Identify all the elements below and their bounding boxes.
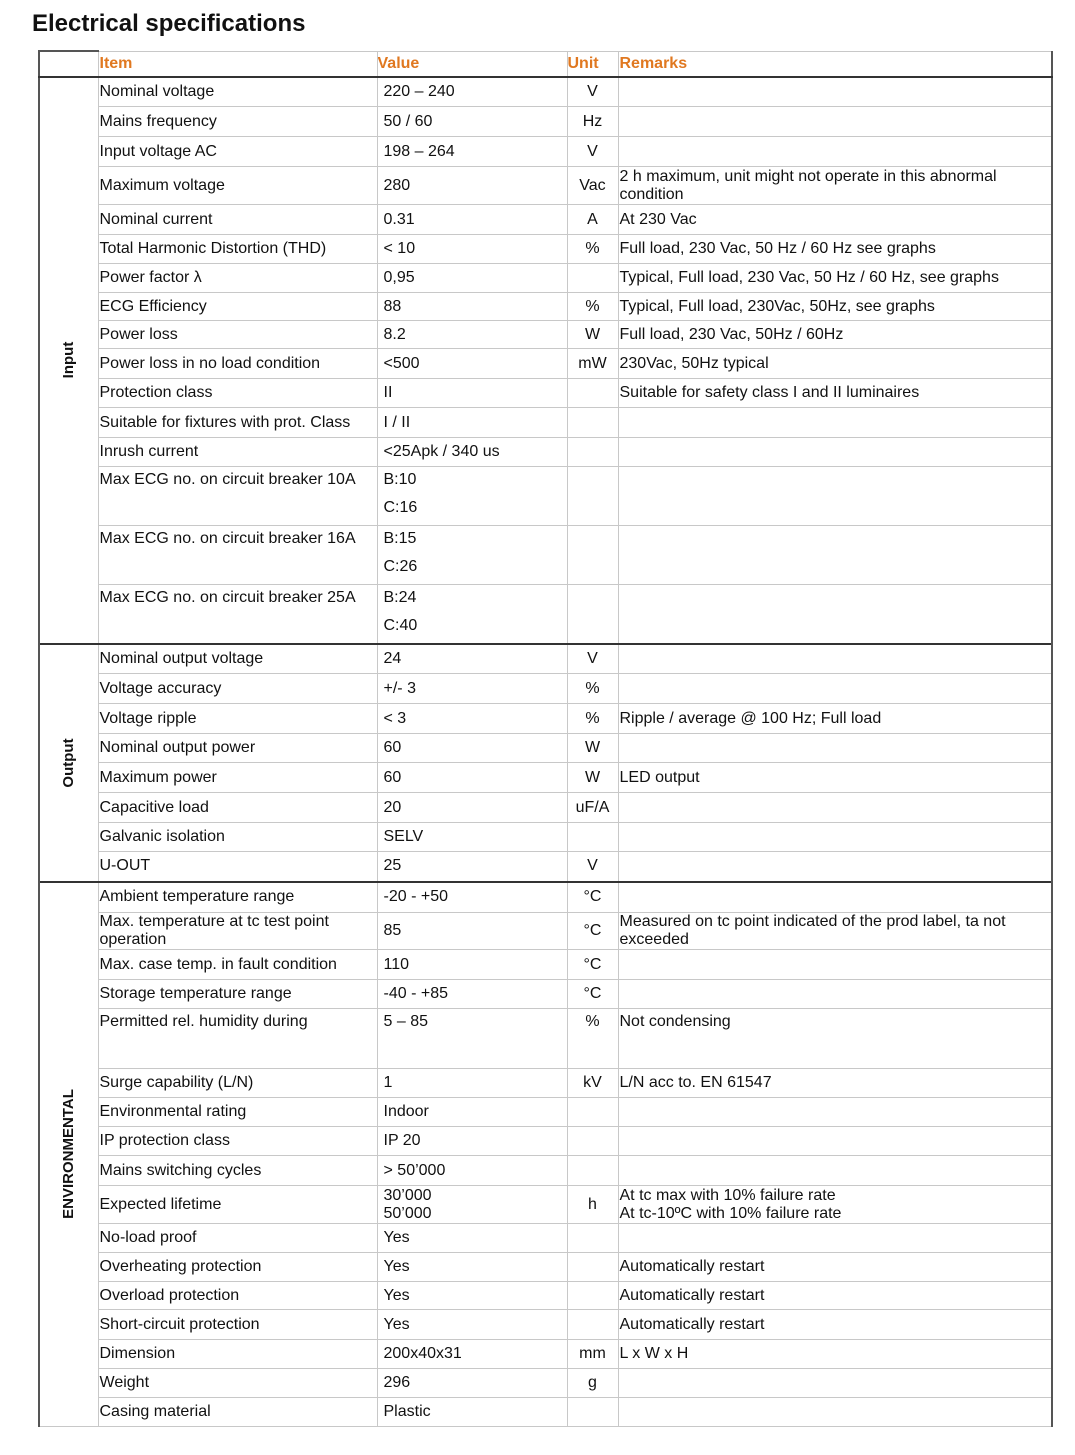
item-cell: Maximum power — [98, 763, 377, 793]
value-cell: 25 — [377, 852, 567, 882]
value-line: 50’000 — [383, 1204, 432, 1222]
table-row — [39, 1186, 1052, 1224]
table-row — [39, 438, 1052, 467]
remarks-cell — [618, 137, 1052, 167]
unit-cell: % — [567, 293, 618, 321]
value-cell: 24 — [377, 644, 567, 674]
table-row — [39, 408, 1052, 438]
value-cell: 8.2 — [377, 321, 567, 349]
table-row — [39, 704, 1052, 734]
item-cell: Environmental rating — [98, 1098, 377, 1127]
remarks-cell — [618, 107, 1052, 137]
remarks-cell — [618, 734, 1052, 763]
item-cell: No-load proof — [98, 1224, 377, 1253]
unit-cell: V — [567, 644, 618, 674]
header-item: Item — [98, 51, 377, 77]
item-cell: Input voltage AC — [98, 137, 377, 167]
unit-cell: % — [567, 704, 618, 734]
unit-cell — [567, 264, 618, 293]
remarks-cell: At 230 Vac — [618, 205, 1052, 235]
item-cell: Max ECG no. on circuit breaker 16A — [98, 526, 377, 585]
table-row — [39, 793, 1052, 823]
value-cell — [377, 526, 567, 585]
table-row — [39, 1009, 1052, 1069]
remarks-cell: Measured on tc point indicated of the prod label, ta not exceeded — [618, 913, 1052, 950]
header-remarks: Remarks — [618, 51, 1052, 77]
remarks-cell: Suitable for safety class I and II luminaires — [618, 379, 1052, 408]
table-row — [39, 1127, 1052, 1156]
unit-cell — [567, 408, 618, 438]
value-cell: <500 — [377, 349, 567, 379]
item-cell: Ambient temperature range — [98, 882, 377, 913]
item-cell: Galvanic isolation — [98, 823, 377, 852]
unit-cell — [567, 526, 618, 585]
remarks-cell: Ripple / average @ 100 Hz; Full load — [618, 704, 1052, 734]
item-cell: Nominal output voltage — [98, 644, 377, 674]
item-cell: ECG Efficiency — [98, 293, 377, 321]
table-row — [39, 644, 1052, 674]
remarks-cell: 230Vac, 50Hz typical — [618, 349, 1052, 379]
unit-cell — [567, 1398, 618, 1427]
value-cell: Yes — [377, 1282, 567, 1310]
unit-cell: °C — [567, 950, 618, 980]
value-line: C:40 — [383, 617, 418, 634]
section-label: Output — [59, 737, 77, 788]
table-row — [39, 526, 1052, 585]
value-line: 30’000 — [383, 1186, 432, 1204]
table-row — [39, 137, 1052, 167]
item-cell: Casing material — [98, 1398, 377, 1427]
table-row — [39, 1069, 1052, 1098]
value-cell: 110 — [377, 950, 567, 980]
unit-cell: V — [567, 137, 618, 167]
item-cell: Voltage accuracy — [98, 674, 377, 704]
item-cell: Expected lifetime — [98, 1186, 377, 1224]
item-cell: Permitted rel. humidity during — [98, 1009, 377, 1069]
remarks-cell — [618, 1098, 1052, 1127]
remarks-cell: Automatically restart — [618, 1310, 1052, 1340]
remarks-line: At tc max with 10% failure rate — [619, 1186, 836, 1204]
value-line: B:24 — [383, 589, 417, 606]
value-cell: 60 — [377, 763, 567, 793]
remarks-cell: L/N acc to. EN 61547 — [618, 1069, 1052, 1098]
table-row — [39, 467, 1052, 526]
item-cell: U-OUT — [98, 852, 377, 882]
value-cell: IP 20 — [377, 1127, 567, 1156]
unit-cell: g — [567, 1369, 618, 1398]
item-cell: Max. case temp. in fault condition — [98, 950, 377, 980]
unit-cell: % — [567, 235, 618, 264]
item-cell: Weight — [98, 1369, 377, 1398]
unit-cell: V — [567, 77, 618, 107]
table-row — [39, 882, 1052, 913]
unit-cell — [567, 1310, 618, 1340]
remarks-cell: 2 h maximum, unit might not operate in this abnormal condition — [618, 167, 1052, 205]
remarks-cell — [618, 644, 1052, 674]
unit-cell: % — [567, 1009, 618, 1069]
remarks-cell — [618, 467, 1052, 526]
value-cell — [377, 1186, 567, 1224]
value-cell: 50 / 60 — [377, 107, 567, 137]
item-cell: Max. temperature at tc test point operation — [98, 913, 377, 950]
value-cell: 88 — [377, 293, 567, 321]
spec-table — [38, 50, 1053, 1427]
remarks-cell: LED output — [618, 763, 1052, 793]
item-cell: Power loss in no load condition — [98, 349, 377, 379]
unit-cell — [567, 585, 618, 644]
table-row — [39, 913, 1052, 950]
value-cell — [377, 467, 567, 526]
table-row — [39, 763, 1052, 793]
unit-cell: mm — [567, 1340, 618, 1369]
value-cell: 296 — [377, 1369, 567, 1398]
item-cell: Inrush current — [98, 438, 377, 467]
item-cell: Nominal output power — [98, 734, 377, 763]
remarks-cell — [618, 980, 1052, 1009]
table-row — [39, 349, 1052, 379]
unit-cell — [567, 1098, 618, 1127]
table-row — [39, 1098, 1052, 1127]
table-row — [39, 1398, 1052, 1427]
item-cell: Max ECG no. on circuit breaker 25A — [98, 585, 377, 644]
table-row — [39, 293, 1052, 321]
value-cell: Yes — [377, 1224, 567, 1253]
unit-cell: W — [567, 734, 618, 763]
value-cell: 280 — [377, 167, 567, 205]
table-row — [39, 1156, 1052, 1186]
remarks-cell — [618, 408, 1052, 438]
table-row — [39, 950, 1052, 980]
value-cell: Plastic — [377, 1398, 567, 1427]
remarks-cell — [618, 1156, 1052, 1186]
item-cell: Power factor λ — [98, 264, 377, 293]
item-cell: Mains frequency — [98, 107, 377, 137]
table-row — [39, 980, 1052, 1009]
unit-cell — [567, 467, 618, 526]
item-cell: Suitable for fixtures with prot. Class — [98, 408, 377, 438]
unit-cell — [567, 1127, 618, 1156]
value-cell: 85 — [377, 913, 567, 950]
unit-cell — [567, 823, 618, 852]
value-cell: Yes — [377, 1310, 567, 1340]
value-cell: +/- 3 — [377, 674, 567, 704]
remarks-cell — [618, 793, 1052, 823]
item-cell: IP protection class — [98, 1127, 377, 1156]
table-row — [39, 264, 1052, 293]
item-cell: Voltage ripple — [98, 704, 377, 734]
header-value: Value — [377, 51, 567, 77]
unit-cell — [567, 1156, 618, 1186]
remarks-cell: L x W x H — [618, 1340, 1052, 1369]
item-cell: Mains switching cycles — [98, 1156, 377, 1186]
item-cell: Nominal current — [98, 205, 377, 235]
value-cell: > 50’000 — [377, 1156, 567, 1186]
unit-cell: A — [567, 205, 618, 235]
item-cell: Dimension — [98, 1340, 377, 1369]
remarks-cell — [618, 823, 1052, 852]
unit-cell: °C — [567, 913, 618, 950]
item-cell: Nominal voltage — [98, 77, 377, 107]
value-cell: 1 — [377, 1069, 567, 1098]
value-cell — [377, 585, 567, 644]
unit-cell: W — [567, 763, 618, 793]
header-unit: Unit — [567, 51, 618, 77]
unit-cell: % — [567, 674, 618, 704]
unit-cell: °C — [567, 882, 618, 913]
table-row — [39, 823, 1052, 852]
remarks-cell — [618, 950, 1052, 980]
remarks-cell — [618, 1127, 1052, 1156]
remarks-cell — [618, 674, 1052, 704]
section-input — [39, 77, 98, 644]
value-cell: 0,95 — [377, 264, 567, 293]
section-environmental — [39, 882, 98, 1427]
table-row — [39, 1253, 1052, 1282]
value-cell: 60 — [377, 734, 567, 763]
unit-cell — [567, 379, 618, 408]
item-cell: Maximum voltage — [98, 167, 377, 205]
unit-cell: h — [567, 1186, 618, 1224]
item-cell: Overload protection — [98, 1282, 377, 1310]
value-line: C:16 — [383, 499, 418, 516]
table-row — [39, 205, 1052, 235]
unit-cell — [567, 438, 618, 467]
value-cell: Indoor — [377, 1098, 567, 1127]
remarks-cell: Automatically restart — [618, 1253, 1052, 1282]
unit-cell: mW — [567, 349, 618, 379]
remarks-cell — [618, 526, 1052, 585]
remarks-cell — [618, 882, 1052, 913]
value-cell: I / II — [377, 408, 567, 438]
value-line: C:26 — [383, 558, 418, 575]
table-row — [39, 1369, 1052, 1398]
unit-cell: V — [567, 852, 618, 882]
item-cell: Max ECG no. on circuit breaker 10A — [98, 467, 377, 526]
value-cell: -40 - +85 — [377, 980, 567, 1009]
table-row — [39, 1282, 1052, 1310]
remarks-line: At tc-10ºC with 10% failure rate — [619, 1204, 842, 1222]
unit-cell: °C — [567, 980, 618, 1009]
table-row — [39, 1310, 1052, 1340]
value-line: B:15 — [383, 530, 417, 547]
unit-cell: Vac — [567, 167, 618, 205]
table-row — [39, 585, 1052, 644]
value-cell: 220 – 240 — [377, 77, 567, 107]
remarks-cell: Full load, 230 Vac, 50Hz / 60Hz — [618, 321, 1052, 349]
remarks-cell — [618, 852, 1052, 882]
remarks-cell — [618, 1186, 1052, 1224]
value-line: B:10 — [383, 471, 417, 488]
remarks-cell: Typical, Full load, 230Vac, 50Hz, see graphs — [618, 293, 1052, 321]
table-row — [39, 852, 1052, 882]
section-label: Input — [59, 341, 77, 379]
value-cell: SELV — [377, 823, 567, 852]
value-cell: 5 – 85 — [377, 1009, 567, 1069]
unit-cell — [567, 1282, 618, 1310]
unit-cell — [567, 1253, 618, 1282]
value-cell: < 10 — [377, 235, 567, 264]
table-row — [39, 167, 1052, 205]
remarks-cell — [618, 585, 1052, 644]
value-cell: -20 - +50 — [377, 882, 567, 913]
item-cell: Short-circuit protection — [98, 1310, 377, 1340]
section-label: ENVIRONMENTAL — [59, 1089, 77, 1220]
section-output — [39, 644, 98, 882]
remarks-cell — [618, 438, 1052, 467]
table-row — [39, 674, 1052, 704]
table-row — [39, 321, 1052, 349]
value-cell: II — [377, 379, 567, 408]
page-title: Electrical specifications — [32, 10, 306, 37]
table-row — [39, 379, 1052, 408]
item-cell: Capacitive load — [98, 793, 377, 823]
value-cell: 198 – 264 — [377, 137, 567, 167]
remarks-cell: Automatically restart — [618, 1282, 1052, 1310]
item-cell: Power loss — [98, 321, 377, 349]
table-row — [39, 235, 1052, 264]
table-row — [39, 107, 1052, 137]
item-cell: Surge capability (L/N) — [98, 1069, 377, 1098]
unit-cell — [567, 1224, 618, 1253]
item-cell: Protection class — [98, 379, 377, 408]
value-cell: 200x40x31 — [377, 1340, 567, 1369]
remarks-cell: Full load, 230 Vac, 50 Hz / 60 Hz see graphs — [618, 235, 1052, 264]
item-cell: Total Harmonic Distortion (THD) — [98, 235, 377, 264]
table-row — [39, 1340, 1052, 1369]
remarks-cell: Not condensing — [618, 1009, 1052, 1069]
remarks-cell — [618, 1398, 1052, 1427]
value-cell: <25Apk / 340 us — [377, 438, 567, 467]
item-cell: Overheating protection — [98, 1253, 377, 1282]
remarks-cell: Typical, Full load, 230 Vac, 50 Hz / 60 Hz, see graphs — [618, 264, 1052, 293]
unit-cell: kV — [567, 1069, 618, 1098]
item-cell: Storage temperature range — [98, 980, 377, 1009]
value-cell: < 3 — [377, 704, 567, 734]
value-cell: 20 — [377, 793, 567, 823]
value-cell: 0.31 — [377, 205, 567, 235]
unit-cell: W — [567, 321, 618, 349]
remarks-cell — [618, 1224, 1052, 1253]
unit-cell: uF/A — [567, 793, 618, 823]
remarks-cell — [618, 1369, 1052, 1398]
table-row — [39, 77, 1052, 107]
unit-cell: Hz — [567, 107, 618, 137]
value-cell: Yes — [377, 1253, 567, 1282]
remarks-cell — [618, 77, 1052, 107]
table-row — [39, 1224, 1052, 1253]
table-row — [39, 734, 1052, 763]
